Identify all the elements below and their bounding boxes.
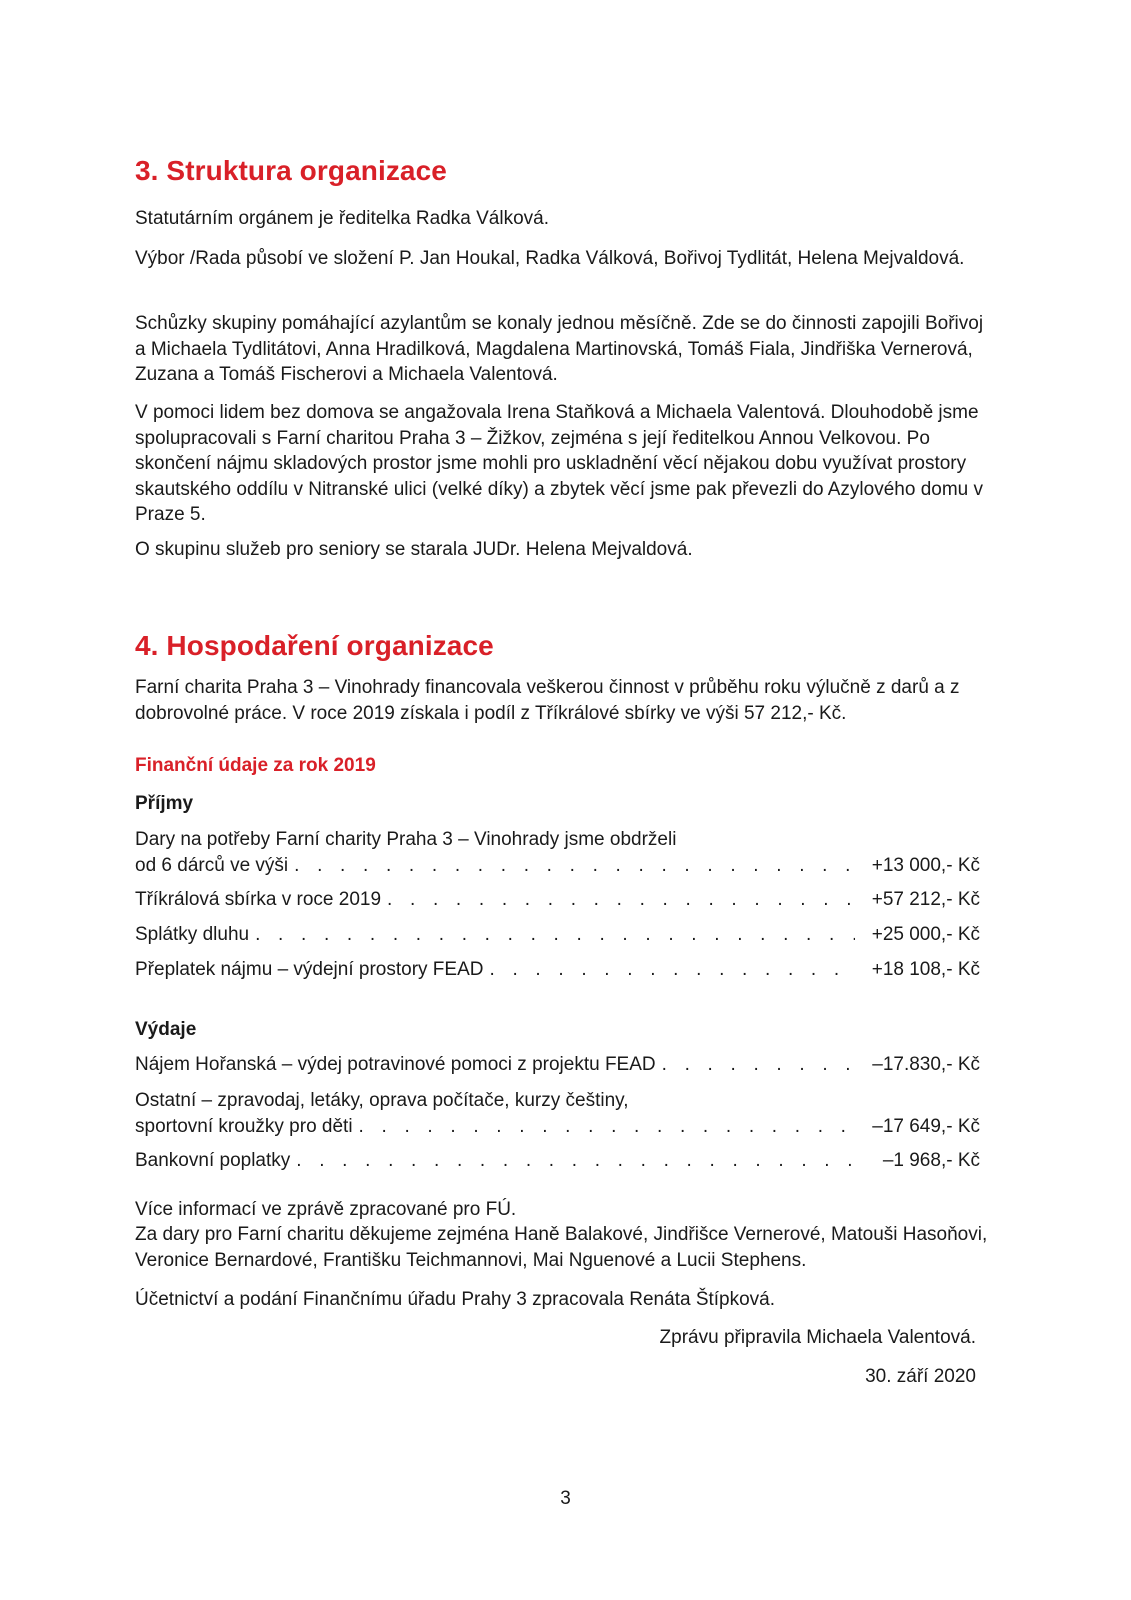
expense-row-label: sportovní kroužky pro děti	[135, 1115, 353, 1137]
section-4-heading: 4. Hospodaření organizace	[135, 630, 494, 661]
paragraph-more-info: Více informací ve zprávě zpracované pro FÚ.	[135, 1199, 517, 1220]
income-row	[135, 827, 980, 878]
leader-dots	[353, 1114, 855, 1140]
paragraph-financing: Farní charita Praha 3 – Vinohrady financovala veškerou činnost v průběhu roku výlučně z darů a z dobrovolné práce. V roce 2019 získala i podíl z Tříkrálové sbírky ve výši 57 212,- Kč.	[135, 677, 960, 724]
expense-row-label: Bankovní poplatky	[135, 1150, 291, 1171]
expense-row-amount: –1 968,- Kč	[882, 1150, 980, 1171]
page-number: 3	[560, 1488, 571, 1509]
finance-subheading: Finanční údaje za rok 2019	[135, 755, 376, 776]
income-row-amount: +57 212,- Kč	[871, 889, 980, 910]
expense-row	[135, 1052, 980, 1078]
leader-dots	[249, 922, 855, 948]
income-row	[135, 922, 980, 948]
prepared-by: Zprávu připravila Michaela Valentová.	[659, 1327, 976, 1348]
paragraph-seniors: O skupinu služeb pro seniory se starala JUDr. Helena Mejvaldová.	[135, 539, 693, 560]
paragraph-board: Výbor /Rada působí ve složení P. Jan Houkal, Radka Válková, Bořivoj Tydlitát, Helena Mejvaldová.	[135, 248, 965, 269]
expense-row-label: Nájem Hořanská – výdej potravinové pomoci z projektu FEAD	[135, 1054, 656, 1075]
section-3-heading: 3. Struktura organizace	[135, 155, 447, 186]
paragraph-statutory: Statutárním orgánem je ředitelka Radka Válková.	[135, 208, 549, 229]
income-row-amount: +18 108,- Kč	[871, 959, 980, 980]
income-heading: Příjmy	[135, 793, 194, 814]
expense-row	[135, 1088, 980, 1139]
paragraph-thanks: Za dary pro Farní charitu děkujeme zejména Haně Balakové, Jindřišce Vernerové, Matouši Hasoňovi, Veronice Bernardové, Františku Teichmannovi, Mai Nguenové a Lucii Stephens.	[135, 1224, 988, 1271]
income-row-amount: +25 000,- Kč	[871, 924, 980, 945]
paragraph-homeless-help: V pomoci lidem bez domova se angažovala Irena Staňková a Michaela Valentová. Dlouhodobě jsme spolupracovali s Farní charitou Praha 3 – Žižkov, zejména s její ředitelkou Annou Velkovou. Po skončení nájmu skladových prostor jsme mohli pro uskladnění věcí nějakou dobu využívat prostory skautského oddílu v Nitranské ulici (velké díky) a zbytek věcí jsme pak převezli do Azylového domu v Praze 5.	[135, 402, 983, 525]
leader-dots	[288, 853, 855, 879]
paragraph-asylum-group: Schůzky skupiny pomáhající azylantům se konaly jednou měsíčně. Zde se do činnosti zapojili Bořivoj a Michaela Tydlitátovi, Anna Hradilková, Magdalena Martinovská, Tomáš Fiala, Jindřiška Vernerová, Zuzana a Tomáš Fischerovi a Michaela Valentová.	[135, 313, 984, 385]
leader-dots	[656, 1052, 855, 1078]
leader-dots	[484, 957, 856, 983]
income-row-line1: Dary na potřeby Farní charity Praha 3 – Vinohrady jsme obdrželi	[135, 829, 677, 850]
expense-row-amount: –17.830,- Kč	[872, 1054, 980, 1075]
paragraph-accounting: Účetnictví a podání Finančnímu úřadu Prahy 3 zpracovala Renáta Štípková.	[135, 1289, 776, 1310]
expense-row-amount: –17 649,- Kč	[872, 1115, 980, 1137]
income-row-label: Přeplatek nájmu – výdejní prostory FEAD	[135, 959, 484, 980]
income-row-label: od 6 dárců ve výši	[135, 854, 289, 876]
expense-heading: Výdaje	[135, 1019, 197, 1040]
leader-dots	[381, 887, 855, 913]
income-row	[135, 957, 980, 983]
income-row-label: Splátky dluhu	[135, 924, 250, 945]
income-row-label: Tříkrálová sbírka v roce 2019	[135, 889, 382, 910]
expense-row	[135, 1148, 980, 1174]
income-row	[135, 887, 980, 913]
report-date: 30. září 2020	[865, 1366, 976, 1387]
leader-dots	[290, 1148, 855, 1174]
income-row-amount: +13 000,- Kč	[871, 854, 980, 876]
expense-row-line1: Ostatní – zpravodaj, letáky, oprava počítače, kurzy češtiny,	[135, 1090, 629, 1111]
